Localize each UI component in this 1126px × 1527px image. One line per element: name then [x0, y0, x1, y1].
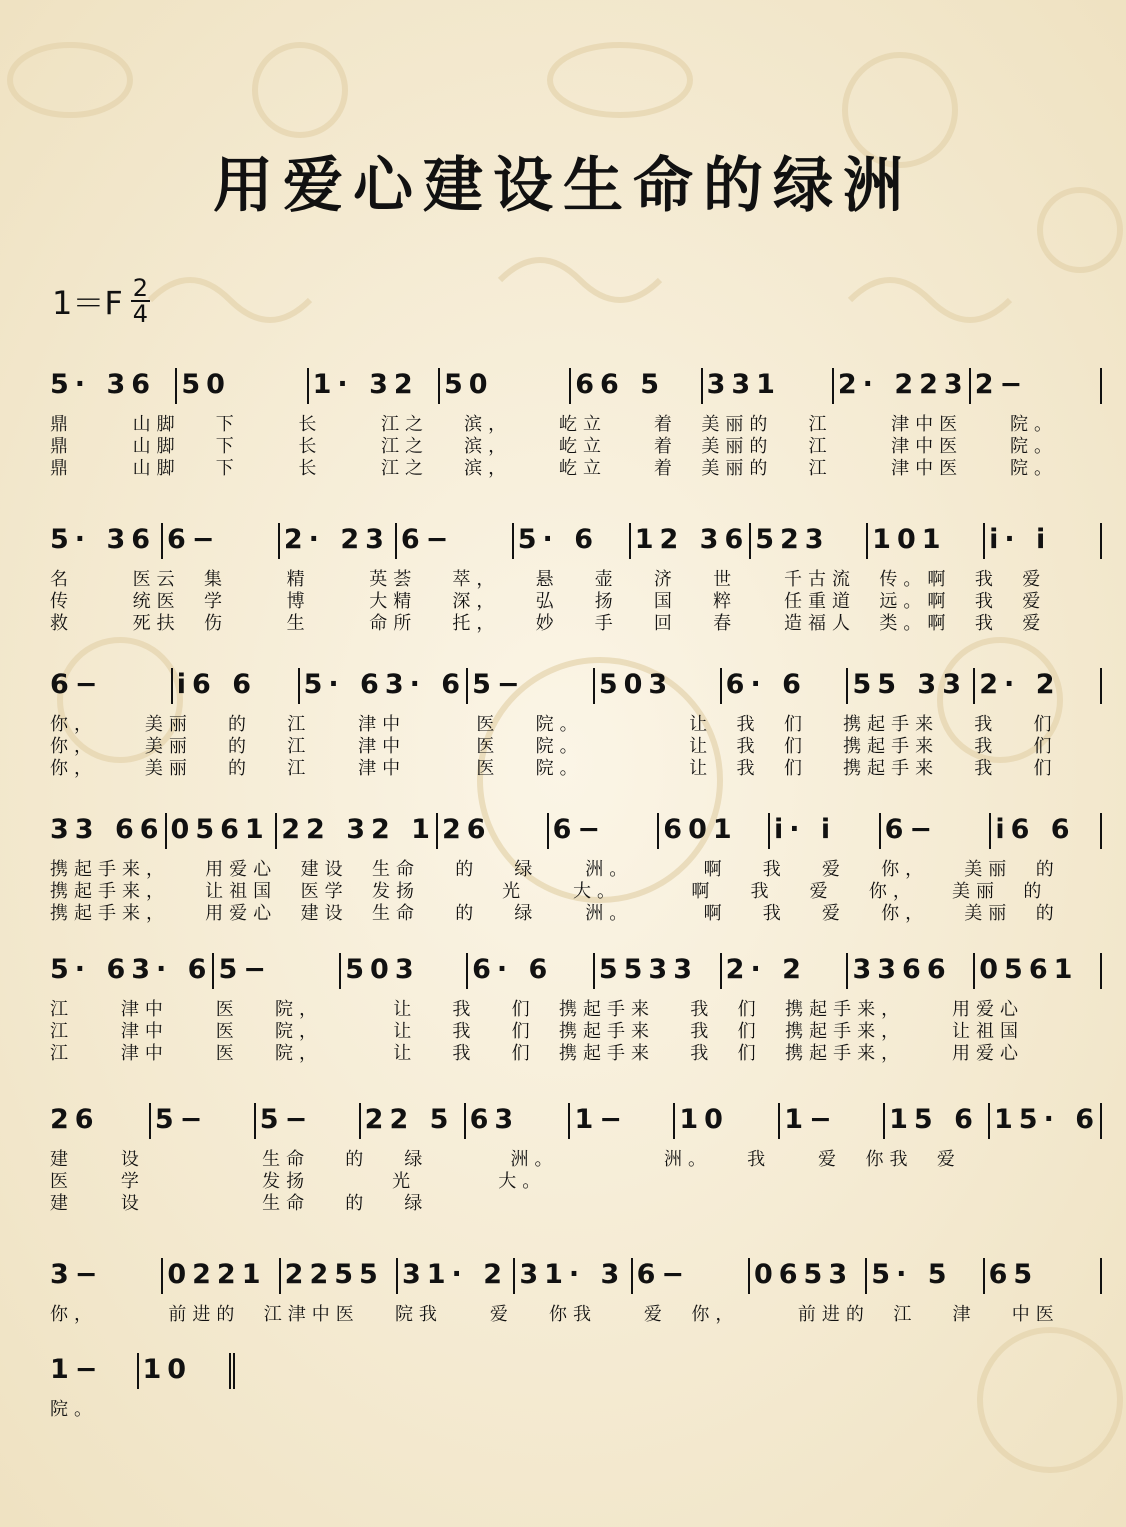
lyrics-block	[50, 1304, 1102, 1326]
measure: 503	[341, 953, 468, 989]
measure: 6−	[881, 813, 992, 849]
measure: 5· 36	[50, 368, 177, 404]
measure: 1−	[780, 1103, 885, 1139]
lyric-line: 江 津中 医 院， 让 我 们 携起手来 我 们 携起手来， 让祖国	[50, 1021, 1024, 1042]
measure: 22 32 1	[277, 813, 438, 849]
time-bottom: 4	[132, 300, 149, 328]
notes-row	[50, 515, 1102, 559]
lyric-line: 鼎 山脚 下 长 江之 滨， 屹立 着 美丽的 江 津中医 院。	[50, 458, 1059, 479]
measure: 1−	[50, 1353, 139, 1389]
lyric-line: 江 津中 医 院， 让 我 们 携起手来 我 们 携起手来， 用爱心	[50, 1043, 1024, 1064]
score-system	[50, 360, 1102, 480]
measure: 523	[751, 523, 868, 559]
time-top: 2	[132, 274, 149, 302]
measure: 1−	[570, 1103, 675, 1139]
measure: 33 66	[50, 813, 167, 849]
measure: 65	[985, 1258, 1102, 1294]
lyric-line: 携起手来， 用爱心 建设 生命 的 绿 洲。 啊 我 爱 你， 美丽 的	[50, 859, 1060, 880]
measure: 15· 6	[990, 1103, 1102, 1139]
measure: 2255	[281, 1258, 398, 1294]
measure: 331	[703, 368, 834, 404]
lyric-line: 院。	[50, 1399, 98, 1420]
measure: 5· 6	[514, 523, 631, 559]
measure: 6−	[397, 523, 514, 559]
measure: 2· 2	[975, 668, 1102, 704]
measure: 50	[440, 368, 571, 404]
measure: 50	[177, 368, 308, 404]
lyric-line: 鼎 山脚 下 长 江之 滨， 屹立 着 美丽的 江 津中医 院。	[50, 414, 1059, 435]
measure: 2· 223	[834, 368, 971, 404]
measure: 5· 63· 6	[50, 953, 214, 989]
lyric-line: 你， 前进的 江津中医 院我 爱 你我 爱 你， 前进的 江 津 中医	[50, 1304, 1060, 1325]
measure: 5· 63· 6	[300, 668, 468, 704]
measure: 0653	[750, 1258, 867, 1294]
measure: 10	[139, 1353, 236, 1389]
lyrics-block	[50, 859, 1102, 925]
measure: i6 6	[991, 813, 1102, 849]
measure: i6 6	[173, 668, 300, 704]
measure: 55 33	[848, 668, 975, 704]
lyric-line: 携起手来， 用爱心 建设 生命 的 绿 洲。 啊 我 爱 你， 美丽 的	[50, 903, 1060, 924]
measure: 31· 2	[398, 1258, 515, 1294]
measure: 0561	[167, 813, 278, 849]
notes-row	[50, 360, 1102, 404]
measure: 3366	[848, 953, 975, 989]
measure: 5−	[256, 1103, 361, 1139]
measure: 2· 23	[280, 523, 397, 559]
measure: i· i	[770, 813, 881, 849]
lyric-line: 你， 美丽 的 江 津中 医 院。 让 我 们 携起手来 我 们	[50, 714, 1058, 735]
measure: 2· 2	[722, 953, 849, 989]
measure: 0221	[163, 1258, 280, 1294]
measure: i· i	[985, 523, 1102, 559]
lyric-line: 救 死扶 伤 生 命所 托， 妙 手 回 春 造福人 类。啊 我 爱	[50, 613, 1047, 634]
measure: 101	[868, 523, 985, 559]
measure: 0561	[975, 953, 1102, 989]
lyric-line: 携起手来， 让祖国 医学 发扬 光 大。 啊 我 爱 你， 美丽 的	[50, 881, 1048, 902]
lyrics-block	[50, 714, 1102, 780]
score-system	[50, 805, 1102, 925]
lyric-line: 名 医云 集 精 英荟 萃， 悬 壶 济 世 千古流 传。啊 我 爱	[50, 569, 1047, 590]
key-tonic: 1＝F	[52, 284, 123, 322]
measure: 5· 5	[867, 1258, 984, 1294]
measure: 6−	[549, 813, 660, 849]
lyric-line: 你， 美丽 的 江 津中 医 院。 让 我 们 携起手来 我 们	[50, 758, 1058, 779]
measure: 601	[659, 813, 770, 849]
notes-row	[50, 1095, 1102, 1139]
measure: 5533	[595, 953, 722, 989]
measure: 6· 6	[722, 668, 849, 704]
measure: 22 5	[361, 1103, 466, 1139]
notes-row	[50, 1250, 1102, 1294]
score-system	[50, 515, 1102, 635]
song-title: 用爱心建设生命的绿洲	[213, 151, 913, 221]
measure: 12 36	[631, 523, 752, 559]
measure: 503	[595, 668, 722, 704]
measure: 5−	[214, 953, 341, 989]
measure: 6· 6	[468, 953, 595, 989]
score-system	[50, 1345, 235, 1421]
lyric-line: 医 学 发扬 光 大。	[50, 1171, 547, 1192]
lyrics-block	[50, 569, 1102, 635]
lyrics-block	[50, 414, 1102, 480]
notes-row	[50, 945, 1102, 989]
measure: 6−	[163, 523, 280, 559]
measure: 10	[675, 1103, 780, 1139]
measure: 6−	[50, 668, 173, 704]
score-system	[50, 1095, 1102, 1215]
measure: 5−	[468, 668, 595, 704]
measure: 31· 3	[515, 1258, 632, 1294]
measure: 66 5	[571, 368, 702, 404]
lyric-line: 鼎 山脚 下 长 江之 滨， 屹立 着 美丽的 江 津中医 院。	[50, 436, 1059, 457]
measure: 1· 32	[309, 368, 440, 404]
measure: 26	[438, 813, 549, 849]
score-system	[50, 945, 1102, 1065]
measure: 3−	[50, 1258, 163, 1294]
measure: 6−	[633, 1258, 750, 1294]
lyrics-block	[50, 1399, 235, 1421]
notes-row	[50, 1345, 235, 1389]
lyrics-block	[50, 999, 1102, 1065]
notes-row	[50, 805, 1102, 849]
measure: 63	[466, 1103, 571, 1139]
measure: 2−	[971, 368, 1102, 404]
score-system	[50, 1250, 1102, 1326]
lyric-line: 江 津中 医 院， 让 我 们 携起手来 我 们 携起手来， 用爱心	[50, 999, 1024, 1020]
measure: 26	[50, 1103, 151, 1139]
key-signature	[52, 276, 150, 326]
lyric-line: 建 设 生命 的 绿	[50, 1193, 429, 1214]
measure: 5· 36	[50, 523, 163, 559]
measure: 15 6	[885, 1103, 990, 1139]
notes-row	[50, 660, 1102, 704]
lyrics-block	[50, 1149, 1102, 1215]
lyric-line: 你， 美丽 的 江 津中 医 院。 让 我 们 携起手来 我 们	[50, 736, 1058, 757]
time-signature	[131, 276, 150, 326]
lyric-line: 建 设 生命 的 绿 洲。 洲。 我 爱 你我 爱	[50, 1149, 961, 1170]
score-system	[50, 660, 1102, 780]
lyric-line: 传 统医 学 博 大精 深， 弘 扬 国 粹 任重道 远。啊 我 爱	[50, 591, 1047, 612]
measure: 5−	[151, 1103, 256, 1139]
